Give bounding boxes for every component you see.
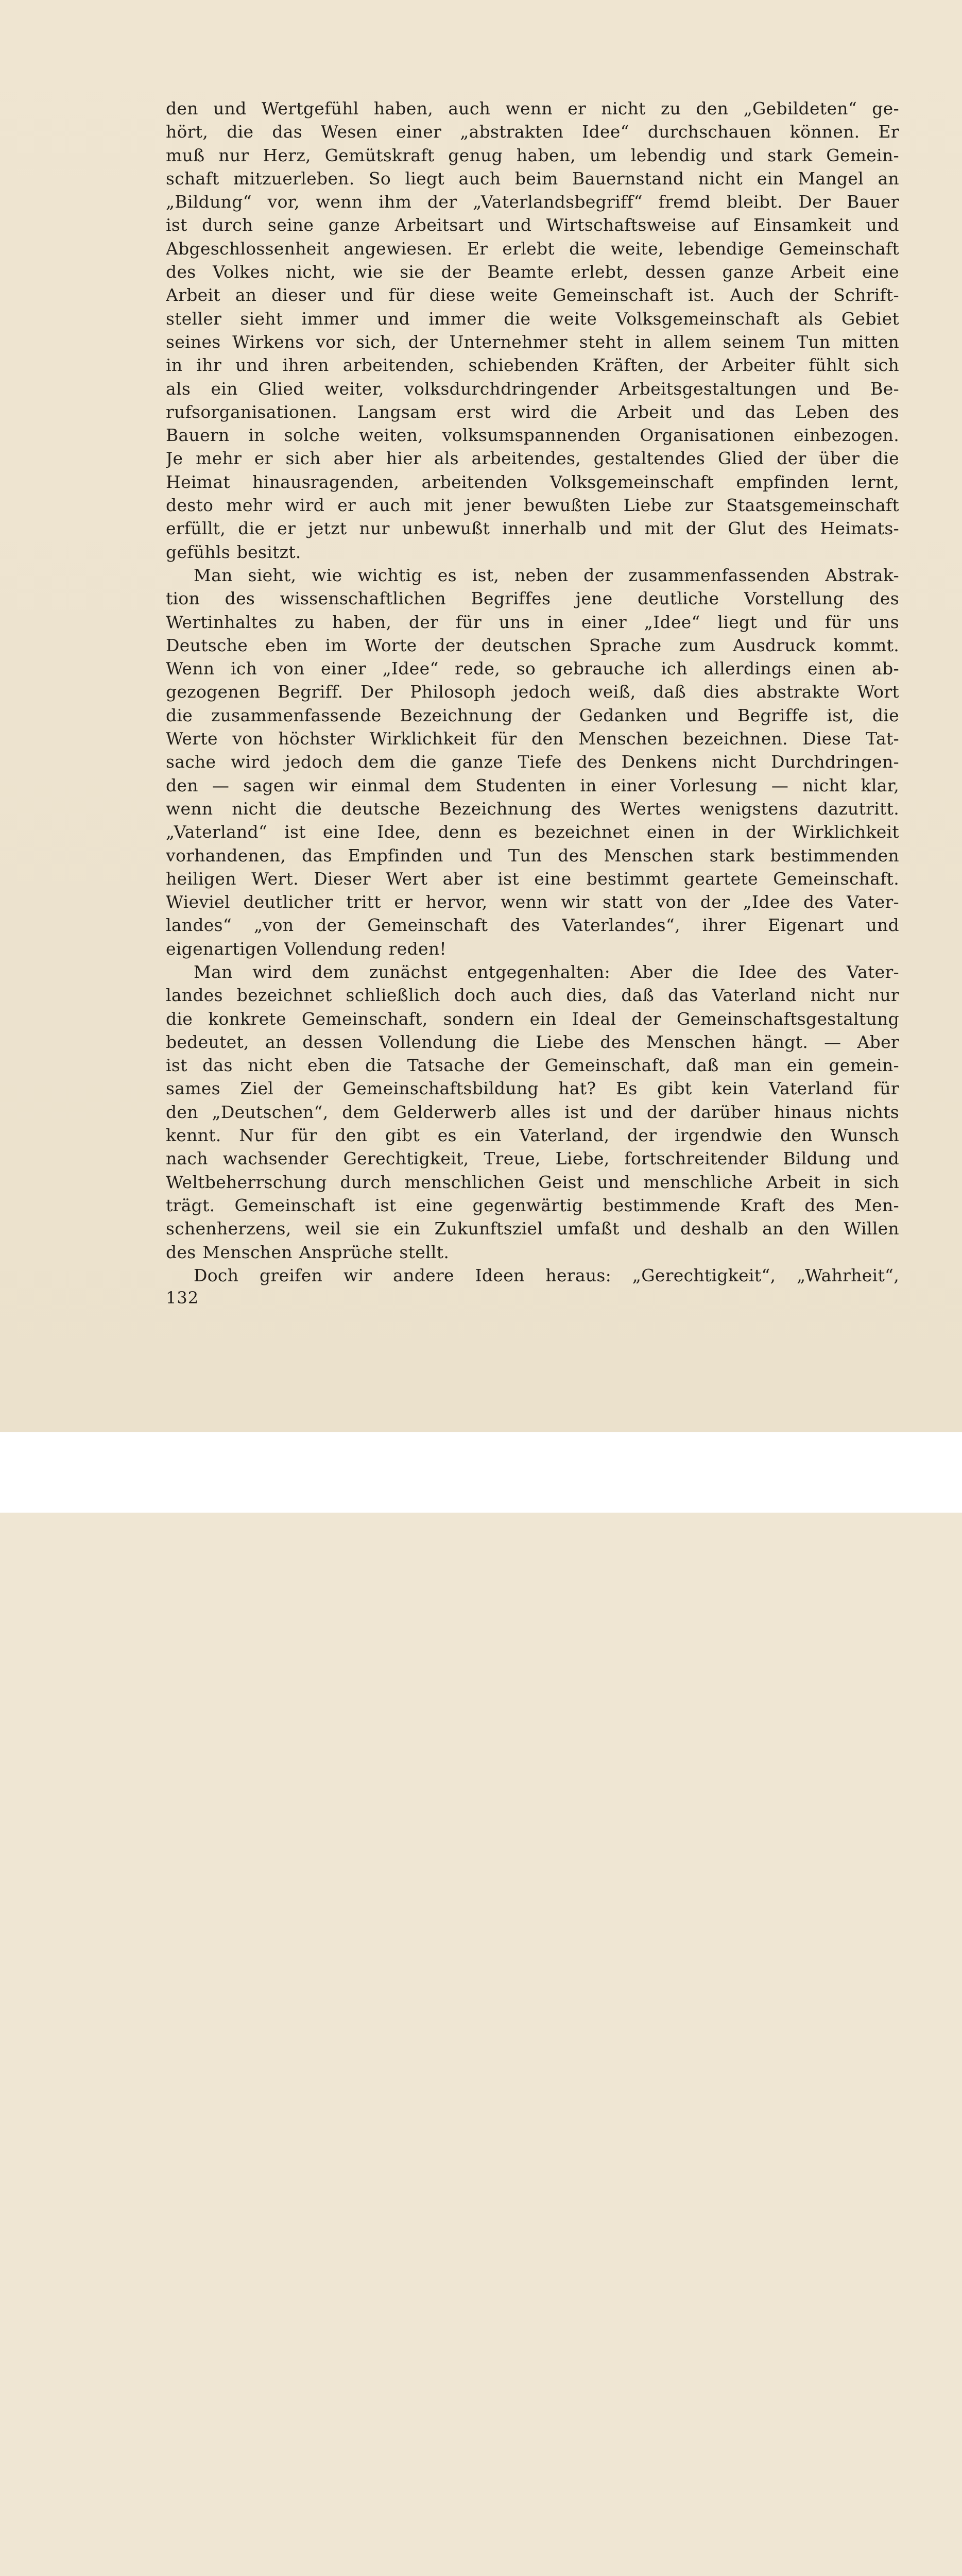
text-line: den und Wertgefühl haben, auch wenn er nicht zu den „Gebildeten“ ge-	[166, 98, 899, 118]
text-line: Werte von höchster Wirklichkeit für den Menschen bezeichnen. Diese Tat-	[166, 728, 899, 749]
text-line: Man sieht, wie wichtig es ist, neben der zusammenfassenden Abstrak-	[194, 565, 899, 585]
text-line: nach wachsender Gerechtigkeit, Treue, Liebe, fortschreitender Bildung und	[166, 1148, 899, 1169]
text-line: wenn nicht die deutsche Bezeichnung des Wertes wenigstens dazutritt.	[166, 798, 899, 819]
text-line: kennt. Nur für den gibt es ein Vaterland, der irgendwie den Wunsch	[166, 1125, 899, 1146]
text-line: die zusammenfassende Bezeichnung der Gedanken und Begriffe ist, die	[166, 705, 899, 725]
text-line: landes bezeichnet schließlich doch auch dies, daß das Vaterland nicht nur	[166, 985, 899, 1006]
text-line: Weltbeherrschung durch menschlichen Geist und menschliche Arbeit in sich	[166, 1172, 899, 1192]
text-line: bedeutet, an dessen Vollendung die Liebe des Menschen hängt. — Aber	[166, 1031, 899, 1052]
text-line: „Bildung“ vor, wenn ihm der „Vaterlandsbegriff“ fremd bleibt. Der Bauer	[166, 192, 899, 212]
text-line: als ein Glied weiter, volksdurchdringender Arbeitsgestaltungen und Be-	[166, 378, 899, 399]
text-line: Doch greifen wir andere Ideen heraus: „Gerechtigkeit“, „Wahrheit“,	[194, 1265, 899, 1285]
text-line: Deutsche eben im Worte der deutschen Sprache zum Ausdruck kommt.	[166, 635, 899, 655]
text-line: rufsorganisationen. Langsam erst wird die Arbeit und das Leben des	[166, 401, 899, 422]
text-line: den — sagen wir einmal dem Studenten in einer Vorlesung — nicht klar,	[166, 775, 899, 795]
page-number: 132	[166, 1288, 199, 1308]
text-line: eigenartigen Vollendung reden!	[166, 938, 446, 959]
text-line: die konkrete Gemeinschaft, sondern ein Ideal der Gemeinschaftsgestaltung	[166, 1008, 899, 1029]
text-line: Man wird dem zunächst entgegenhalten: Aber die Idee des Vater-	[194, 961, 899, 982]
text-line: sames Ziel der Gemeinschaftsbildung hat? Es gibt kein Vaterland für	[166, 1078, 899, 1099]
text-line: ist durch seine ganze Arbeitsart und Wirtschaftsweise auf Einsamkeit und	[166, 215, 899, 235]
text-line: muß nur Herz, Gemütskraft genug haben, um lebendig und stark Gemein-	[166, 145, 899, 165]
text-line: Heimat hinausragenden, arbeitenden Volksgemeinschaft empfinden lernt,	[166, 471, 899, 492]
text-line: erfüllt, die er jetzt nur unbewußt innerhalb und mit der Glut des Heimats-	[166, 518, 899, 539]
text-line: den „Deutschen“, dem Gelderwerb alles ist und der darüber hinaus nichts	[166, 1101, 899, 1122]
text-line: ist das nicht eben die Tatsache der Gemeinschaft, daß man ein gemein-	[166, 1055, 899, 1076]
viewer-footer	[0, 1432, 962, 1513]
text-line: heiligen Wert. Dieser Wert aber ist eine bestimmt geartete Gemeinschaft.	[166, 868, 899, 889]
text-line: tion des wissenschaftlichen Begriffes jene deutliche Vorstellung des	[166, 588, 899, 609]
text-line: in ihr und ihren arbeitenden, schiebenden Kräften, der Arbeiter fühlt sich	[166, 355, 899, 376]
text-line: landes“ „von der Gemeinschaft des Vaterlandes“, ihrer Eigenart und	[166, 915, 899, 936]
text-line: Arbeit an dieser und für diese weite Gemeinschaft ist. Auch der Schrift-	[166, 285, 899, 306]
text-line: des Volkes nicht, wie sie der Beamte erlebt, dessen ganze Arbeit eine	[166, 262, 899, 282]
text-line: „Vaterland“ ist eine Idee, denn es bezeichnet einen in der Wirklichkeit	[166, 822, 899, 842]
text-line: Je mehr er sich aber hier als arbeitendes, gestaltendes Glied der über die	[166, 448, 899, 469]
text-line: schenherzens, weil sie ein Zukunftsziel umfaßt und deshalb an den Willen	[166, 1218, 899, 1239]
text-line: Wieviel deutlicher tritt er hervor, wenn wir statt von der „Idee des Vater-	[166, 892, 899, 912]
text-line: Wertinhaltes zu haben, der für uns in einer „Idee“ liegt und für uns	[166, 612, 899, 632]
text-line: desto mehr wird er auch mit jener bewußten Liebe zur Staatsgemeinschaft	[166, 495, 899, 516]
text-line: trägt. Gemeinschaft ist eine gegenwärtig bestimmende Kraft des Men-	[166, 1195, 899, 1215]
text-line: schaft mitzuerleben. So liegt auch beim Bauernstand nicht ein Mangel an	[166, 168, 899, 189]
text-line: hört, die das Wesen einer „abstrakten Idee“ durchschauen können. Er	[166, 122, 899, 142]
text-line: Bauern in solche weiten, volksumspannenden Organisationen einbezogen.	[166, 425, 899, 446]
text-line: steller sieht immer und immer die weite Volksgemeinschaft als Gebiet	[166, 308, 899, 329]
text-line: seines Wirkens vor sich, der Unternehmer steht in allem seinem Tun mitten	[166, 331, 899, 352]
body-text	[166, 97, 899, 1287]
text-line: gefühls besitzt.	[166, 541, 301, 562]
text-line: sache wird jedoch dem die ganze Tiefe des Denkens nicht Durchdringen-	[166, 752, 899, 772]
text-line: Abgeschlossenheit angewiesen. Er erlebt die weite, lebendige Gemeinschaft	[166, 238, 899, 259]
text-line: vorhandenen, das Empfinden und Tun des Menschen stark bestimmenden	[166, 845, 899, 866]
text-line: gezogenen Begriff. Der Philosoph jedoch weiß, daß dies abstrakte Wort	[166, 682, 899, 702]
text-line: Wenn ich von einer „Idee“ rede, so gebrauche ich allerdings einen ab-	[166, 658, 899, 679]
text-line: des Menschen Ansprüche stellt.	[166, 1242, 450, 1262]
